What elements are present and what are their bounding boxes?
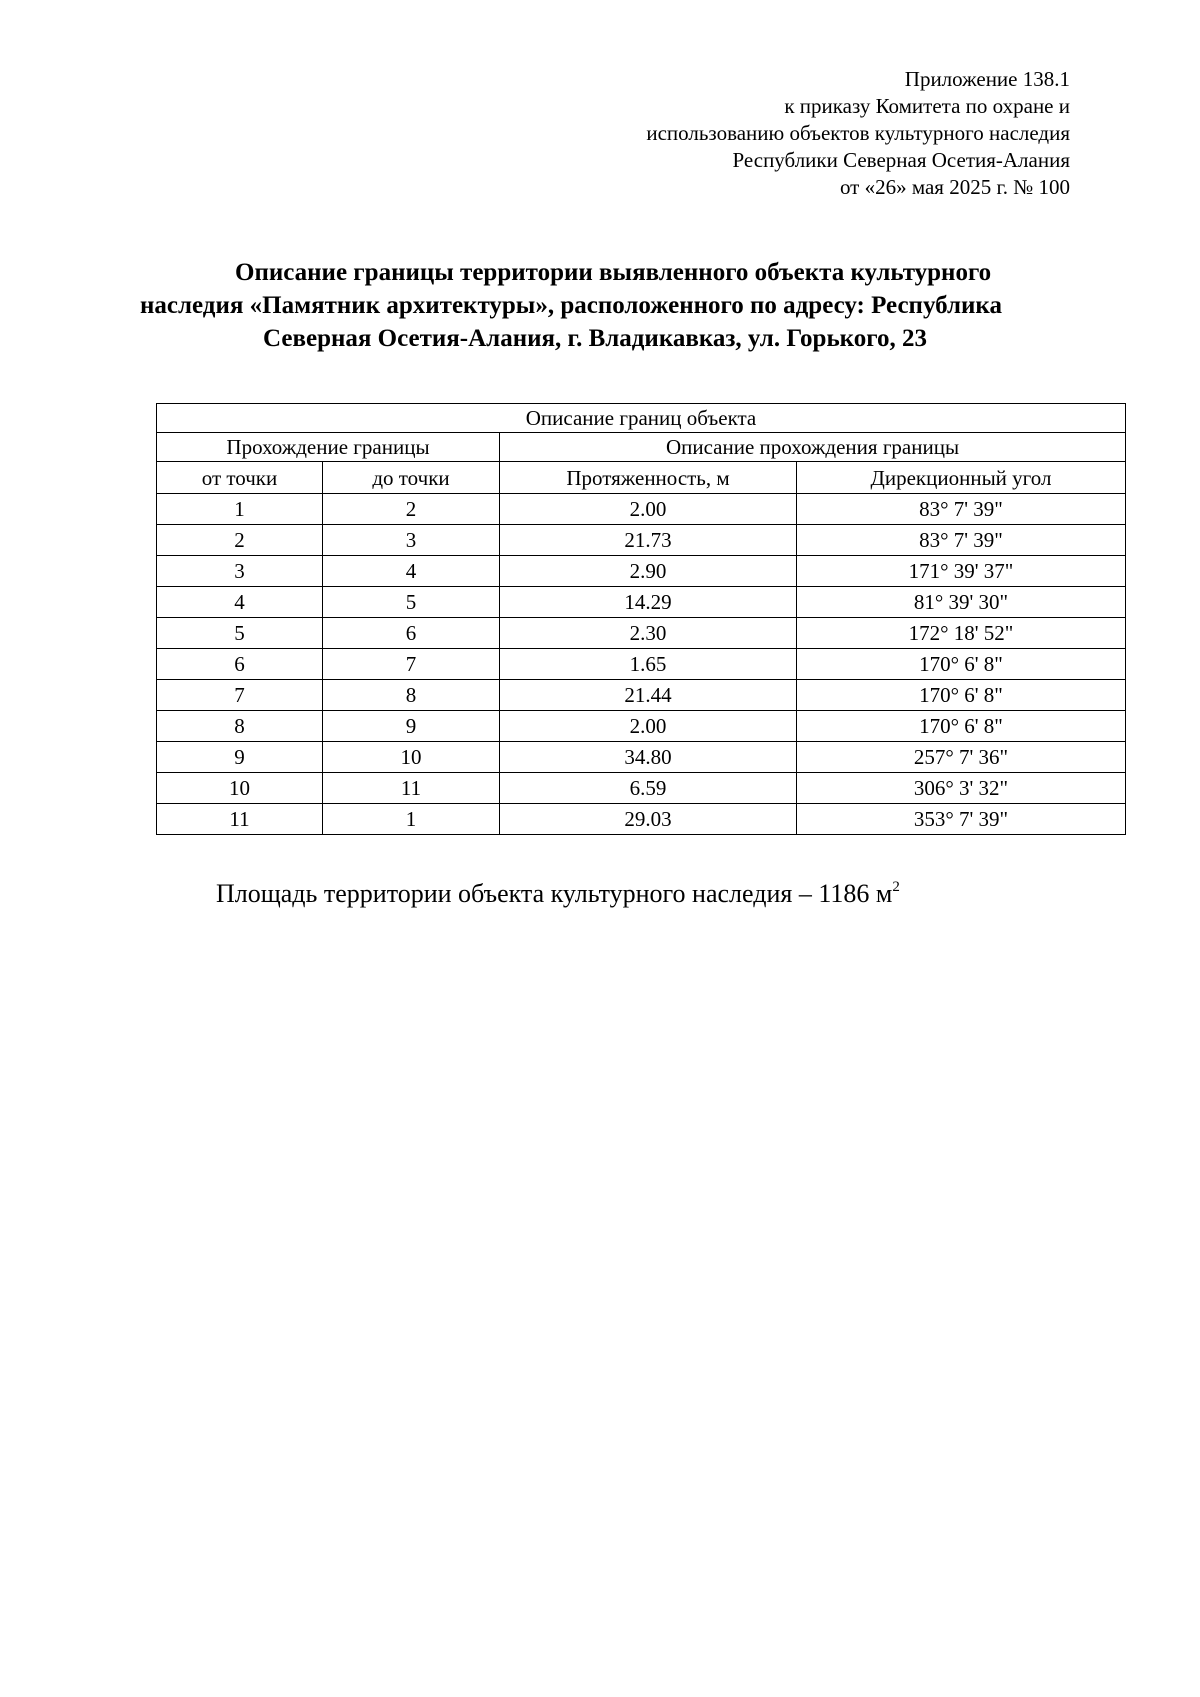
cell-from-point: 2 [157,525,323,556]
table-row [157,711,1126,742]
cell-from-point: 6 [157,649,323,680]
area-text: Площадь территории объекта культурного наследия – 1186 м [216,879,893,908]
header-to-point: до точки [323,462,500,494]
table-row [157,525,1126,556]
cell-to-point: 1 [323,804,500,835]
cell-to-point: 4 [323,556,500,587]
table-row [157,742,1126,773]
table-row [157,773,1126,804]
cell-angle: 81° 39' 30" [797,587,1126,618]
header-angle: Дирекционный угол [797,462,1126,494]
appendix-line: от «26» мая 2025 г. № 100 [839,175,1070,199]
cell-from-point: 11 [157,804,323,835]
table-row [157,649,1126,680]
title-line: Северная Осетия-Алания, г. Владикавказ, ул. Горького, 23 [263,325,927,352]
table-row [157,680,1126,711]
header-passage-group: Прохождение границы [157,433,500,462]
appendix-line: использованию объектов культурного наследия [646,121,1070,145]
cell-length: 21.73 [500,525,797,556]
cell-length: 2.00 [500,494,797,525]
cell-from-point: 9 [157,742,323,773]
appendix-line: Республики Северная Осетия-Алания [732,148,1070,172]
title-line: наследия «Памятник архитектуры», расположенного по адресу: Республика [140,292,1002,319]
header-description-group: Описание прохождения границы [500,433,1126,462]
appendix-line: Приложение 138.1 [904,67,1070,91]
cell-angle: 83° 7' 39" [797,494,1126,525]
cell-length: 2.90 [500,556,797,587]
table-row [157,618,1126,649]
boundary-table [156,403,1126,835]
cell-to-point: 5 [323,587,500,618]
cell-to-point: 6 [323,618,500,649]
table-caption: Описание границ объекта [157,404,1126,433]
document-title [140,256,1050,355]
cell-length: 2.00 [500,711,797,742]
cell-angle: 306° 3' 32" [797,773,1126,804]
table-body [157,494,1126,835]
table-row [157,587,1126,618]
cell-length: 2.30 [500,618,797,649]
cell-angle: 353° 7' 39" [797,804,1126,835]
cell-angle: 171° 39' 37" [797,556,1126,587]
cell-length: 29.03 [500,804,797,835]
cell-angle: 172° 18' 52" [797,618,1126,649]
cell-from-point: 5 [157,618,323,649]
cell-length: 1.65 [500,649,797,680]
cell-from-point: 1 [157,494,323,525]
title-line: Описание границы территории выявленного объекта культурного [235,259,992,286]
cell-length: 21.44 [500,680,797,711]
cell-length: 14.29 [500,587,797,618]
appendix-line: к приказу Комитета по охране и [784,94,1070,118]
appendix-header [510,66,1070,201]
cell-to-point: 2 [323,494,500,525]
cell-angle: 170° 6' 8" [797,680,1126,711]
table-row [157,556,1126,587]
header-length: Протяженность, м [500,462,797,494]
table-row [157,494,1126,525]
cell-from-point: 8 [157,711,323,742]
area-statement [216,878,900,910]
cell-to-point: 7 [323,649,500,680]
cell-angle: 257° 7' 36" [797,742,1126,773]
cell-to-point: 10 [323,742,500,773]
cell-length: 34.80 [500,742,797,773]
cell-to-point: 9 [323,711,500,742]
cell-from-point: 7 [157,680,323,711]
cell-to-point: 11 [323,773,500,804]
cell-angle: 83° 7' 39" [797,525,1126,556]
area-superscript: 2 [892,879,900,895]
cell-from-point: 4 [157,587,323,618]
table-row [157,804,1126,835]
cell-to-point: 3 [323,525,500,556]
header-from-point: от точки [157,462,323,494]
cell-angle: 170° 6' 8" [797,711,1126,742]
cell-to-point: 8 [323,680,500,711]
cell-angle: 170° 6' 8" [797,649,1126,680]
cell-from-point: 10 [157,773,323,804]
cell-from-point: 3 [157,556,323,587]
cell-length: 6.59 [500,773,797,804]
